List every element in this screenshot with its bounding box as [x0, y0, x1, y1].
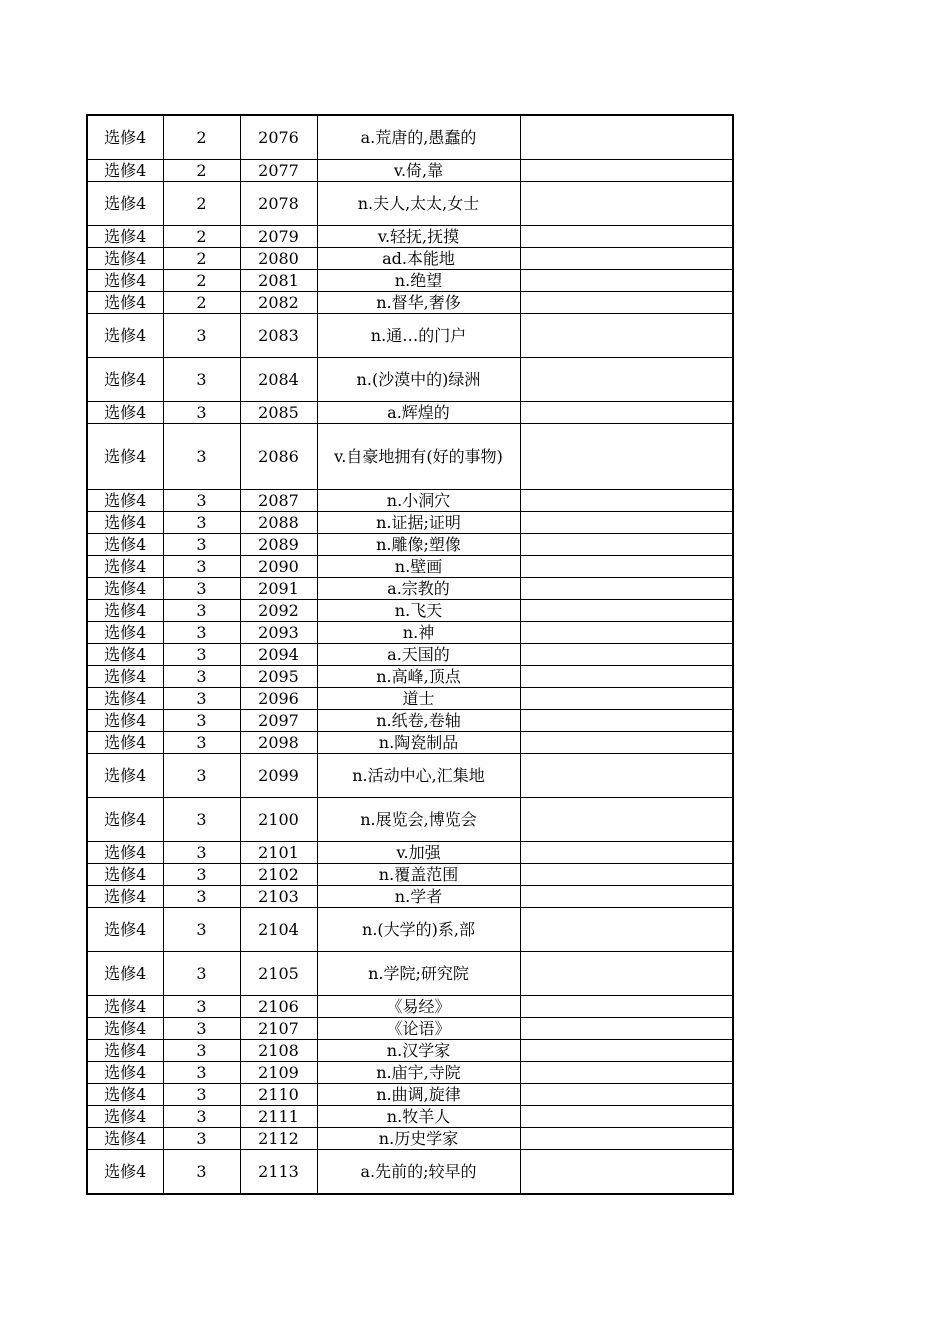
table-row: [87, 182, 733, 226]
unit-cell: 3: [163, 1150, 240, 1195]
word-number-cell: 2101: [240, 842, 317, 864]
table-row: [87, 952, 733, 996]
book-cell: 选修4: [87, 908, 163, 952]
word-number-cell: 2103: [240, 886, 317, 908]
unit-cell: 3: [163, 864, 240, 886]
table-row: [87, 402, 733, 424]
word-number-cell: 2100: [240, 798, 317, 842]
unit-cell: 3: [163, 1062, 240, 1084]
table-row: [87, 556, 733, 578]
meaning-cell: n.展览会,博览会: [317, 798, 520, 842]
table-row: [87, 1040, 733, 1062]
word-number-cell: 2097: [240, 710, 317, 732]
unit-cell: 3: [163, 534, 240, 556]
word-number-cell: 2096: [240, 688, 317, 710]
word-number-cell: 2094: [240, 644, 317, 666]
unit-cell: 2: [163, 160, 240, 182]
notes-cell: [520, 798, 733, 842]
book-cell: 选修4: [87, 842, 163, 864]
table-row: [87, 248, 733, 270]
book-cell: 选修4: [87, 600, 163, 622]
notes-cell: [520, 512, 733, 534]
word-number-cell: 2110: [240, 1084, 317, 1106]
word-number-cell: 2084: [240, 358, 317, 402]
word-number-cell: 2109: [240, 1062, 317, 1084]
word-number-cell: 2095: [240, 666, 317, 688]
meaning-cell: v.轻抚,抚摸: [317, 226, 520, 248]
table-row: [87, 270, 733, 292]
meaning-cell: n.牧羊人: [317, 1106, 520, 1128]
book-cell: 选修4: [87, 358, 163, 402]
unit-cell: 2: [163, 292, 240, 314]
notes-cell: [520, 490, 733, 512]
meaning-cell: a.天国的: [317, 644, 520, 666]
meaning-cell: v.加强: [317, 842, 520, 864]
unit-cell: 3: [163, 1106, 240, 1128]
table-row: [87, 798, 733, 842]
word-number-cell: 2079: [240, 226, 317, 248]
notes-cell: [520, 710, 733, 732]
book-cell: 选修4: [87, 292, 163, 314]
unit-cell: 2: [163, 248, 240, 270]
table-row: [87, 600, 733, 622]
book-cell: 选修4: [87, 754, 163, 798]
notes-cell: [520, 226, 733, 248]
unit-cell: 3: [163, 710, 240, 732]
unit-cell: 3: [163, 842, 240, 864]
book-cell: 选修4: [87, 798, 163, 842]
book-cell: 选修4: [87, 248, 163, 270]
notes-cell: [520, 666, 733, 688]
unit-cell: 3: [163, 578, 240, 600]
notes-cell: [520, 842, 733, 864]
notes-cell: [520, 952, 733, 996]
word-number-cell: 2099: [240, 754, 317, 798]
meaning-cell: a.宗教的: [317, 578, 520, 600]
meaning-cell: n.飞天: [317, 600, 520, 622]
table-row: [87, 842, 733, 864]
table-row: [87, 864, 733, 886]
word-number-cell: 2108: [240, 1040, 317, 1062]
meaning-cell: v.自豪地拥有(好的事物): [317, 424, 520, 490]
notes-cell: [520, 908, 733, 952]
notes-cell: [520, 160, 733, 182]
book-cell: 选修4: [87, 490, 163, 512]
meaning-cell: v.倚,靠: [317, 160, 520, 182]
unit-cell: 3: [163, 732, 240, 754]
book-cell: 选修4: [87, 226, 163, 248]
unit-cell: 3: [163, 1018, 240, 1040]
meaning-cell: a.荒唐的,愚蠢的: [317, 115, 520, 160]
unit-cell: 3: [163, 358, 240, 402]
book-cell: 选修4: [87, 424, 163, 490]
unit-cell: 3: [163, 798, 240, 842]
meaning-cell: n.学院;研究院: [317, 952, 520, 996]
table-row: [87, 1106, 733, 1128]
meaning-cell: 《论语》: [317, 1018, 520, 1040]
table-row: [87, 424, 733, 490]
notes-cell: [520, 732, 733, 754]
book-cell: 选修4: [87, 1084, 163, 1106]
word-number-cell: 2088: [240, 512, 317, 534]
meaning-cell: n.学者: [317, 886, 520, 908]
table-row: [87, 644, 733, 666]
word-number-cell: 2080: [240, 248, 317, 270]
meaning-cell: n.高峰,顶点: [317, 666, 520, 688]
meaning-cell: n.(大学的)系,部: [317, 908, 520, 952]
word-number-cell: 2091: [240, 578, 317, 600]
table-row: [87, 996, 733, 1018]
unit-cell: 3: [163, 1084, 240, 1106]
book-cell: 选修4: [87, 666, 163, 688]
meaning-cell: ad.本能地: [317, 248, 520, 270]
unit-cell: 3: [163, 556, 240, 578]
notes-cell: [520, 182, 733, 226]
table-row: [87, 1062, 733, 1084]
unit-cell: 3: [163, 622, 240, 644]
meaning-cell: n.雕像;塑像: [317, 534, 520, 556]
meaning-cell: 《易经》: [317, 996, 520, 1018]
word-number-cell: 2078: [240, 182, 317, 226]
book-cell: 选修4: [87, 1128, 163, 1150]
vocab-table-body: [87, 115, 733, 1194]
book-cell: 选修4: [87, 886, 163, 908]
meaning-cell: n.纸卷,卷轴: [317, 710, 520, 732]
notes-cell: [520, 1128, 733, 1150]
notes-cell: [520, 622, 733, 644]
table-row: [87, 512, 733, 534]
table-row: [87, 226, 733, 248]
book-cell: 选修4: [87, 512, 163, 534]
notes-cell: [520, 556, 733, 578]
meaning-cell: n.(沙漠中的)绿洲: [317, 358, 520, 402]
word-number-cell: 2098: [240, 732, 317, 754]
meaning-cell: n.覆盖范围: [317, 864, 520, 886]
notes-cell: [520, 1150, 733, 1195]
book-cell: 选修4: [87, 864, 163, 886]
notes-cell: [520, 1062, 733, 1084]
notes-cell: [520, 115, 733, 160]
unit-cell: 3: [163, 886, 240, 908]
book-cell: 选修4: [87, 270, 163, 292]
unit-cell: 3: [163, 754, 240, 798]
meaning-cell: n.夫人,太太,女士: [317, 182, 520, 226]
notes-cell: [520, 358, 733, 402]
meaning-cell: n.壁画: [317, 556, 520, 578]
table-row: [87, 732, 733, 754]
notes-cell: [520, 600, 733, 622]
word-number-cell: 2083: [240, 314, 317, 358]
book-cell: 选修4: [87, 1018, 163, 1040]
book-cell: 选修4: [87, 115, 163, 160]
table-row: [87, 688, 733, 710]
unit-cell: 2: [163, 226, 240, 248]
meaning-cell: n.曲调,旋律: [317, 1084, 520, 1106]
unit-cell: 3: [163, 314, 240, 358]
vocab-table: [86, 114, 734, 1195]
unit-cell: 2: [163, 270, 240, 292]
unit-cell: 3: [163, 512, 240, 534]
notes-cell: [520, 996, 733, 1018]
word-number-cell: 2077: [240, 160, 317, 182]
book-cell: 选修4: [87, 534, 163, 556]
word-number-cell: 2085: [240, 402, 317, 424]
notes-cell: [520, 402, 733, 424]
meaning-cell: a.先前的;较早的: [317, 1150, 520, 1195]
book-cell: 选修4: [87, 622, 163, 644]
book-cell: 选修4: [87, 732, 163, 754]
unit-cell: 3: [163, 952, 240, 996]
book-cell: 选修4: [87, 402, 163, 424]
unit-cell: 3: [163, 666, 240, 688]
table-row: [87, 160, 733, 182]
word-number-cell: 2113: [240, 1150, 317, 1195]
unit-cell: 3: [163, 644, 240, 666]
meaning-cell: n.历史学家: [317, 1128, 520, 1150]
book-cell: 选修4: [87, 644, 163, 666]
word-number-cell: 2105: [240, 952, 317, 996]
word-number-cell: 2082: [240, 292, 317, 314]
book-cell: 选修4: [87, 996, 163, 1018]
notes-cell: [520, 644, 733, 666]
word-number-cell: 2093: [240, 622, 317, 644]
table-row: [87, 490, 733, 512]
table-row: [87, 1084, 733, 1106]
unit-cell: 3: [163, 490, 240, 512]
meaning-cell: n.神: [317, 622, 520, 644]
word-number-cell: 2106: [240, 996, 317, 1018]
book-cell: 选修4: [87, 1150, 163, 1195]
notes-cell: [520, 864, 733, 886]
table-row: [87, 754, 733, 798]
unit-cell: 3: [163, 402, 240, 424]
word-number-cell: 2076: [240, 115, 317, 160]
table-row: [87, 292, 733, 314]
notes-cell: [520, 578, 733, 600]
notes-cell: [520, 754, 733, 798]
table-row: [87, 534, 733, 556]
word-number-cell: 2111: [240, 1106, 317, 1128]
meaning-cell: n.汉学家: [317, 1040, 520, 1062]
table-row: [87, 666, 733, 688]
meaning-cell: n.督华,奢侈: [317, 292, 520, 314]
word-number-cell: 2104: [240, 908, 317, 952]
book-cell: 选修4: [87, 160, 163, 182]
unit-cell: 3: [163, 908, 240, 952]
meaning-cell: n.陶瓷制品: [317, 732, 520, 754]
table-row: [87, 578, 733, 600]
meaning-cell: n.通…的门户: [317, 314, 520, 358]
meaning-cell: n.活动中心,汇集地: [317, 754, 520, 798]
unit-cell: 3: [163, 424, 240, 490]
word-number-cell: 2112: [240, 1128, 317, 1150]
notes-cell: [520, 1084, 733, 1106]
book-cell: 选修4: [87, 710, 163, 732]
notes-cell: [520, 314, 733, 358]
table-row: [87, 622, 733, 644]
notes-cell: [520, 886, 733, 908]
meaning-cell: a.辉煌的: [317, 402, 520, 424]
unit-cell: 3: [163, 1128, 240, 1150]
word-number-cell: 2086: [240, 424, 317, 490]
book-cell: 选修4: [87, 688, 163, 710]
notes-cell: [520, 292, 733, 314]
notes-cell: [520, 270, 733, 292]
notes-cell: [520, 248, 733, 270]
table-row: [87, 314, 733, 358]
unit-cell: 3: [163, 688, 240, 710]
table-row: [87, 908, 733, 952]
book-cell: 选修4: [87, 578, 163, 600]
word-number-cell: 2090: [240, 556, 317, 578]
notes-cell: [520, 424, 733, 490]
meaning-cell: n.证据;证明: [317, 512, 520, 534]
word-number-cell: 2089: [240, 534, 317, 556]
book-cell: 选修4: [87, 314, 163, 358]
table-row: [87, 710, 733, 732]
table-row: [87, 886, 733, 908]
notes-cell: [520, 534, 733, 556]
table-row: [87, 1128, 733, 1150]
table-row: [87, 1018, 733, 1040]
notes-cell: [520, 1018, 733, 1040]
word-number-cell: 2087: [240, 490, 317, 512]
book-cell: 选修4: [87, 182, 163, 226]
meaning-cell: n.绝望: [317, 270, 520, 292]
word-number-cell: 2102: [240, 864, 317, 886]
notes-cell: [520, 1106, 733, 1128]
table-row: [87, 1150, 733, 1195]
table-row: [87, 358, 733, 402]
word-number-cell: 2081: [240, 270, 317, 292]
meaning-cell: n.小洞穴: [317, 490, 520, 512]
unit-cell: 2: [163, 115, 240, 160]
book-cell: 选修4: [87, 1106, 163, 1128]
notes-cell: [520, 1040, 733, 1062]
book-cell: 选修4: [87, 556, 163, 578]
book-cell: 选修4: [87, 1040, 163, 1062]
meaning-cell: 道士: [317, 688, 520, 710]
unit-cell: 2: [163, 182, 240, 226]
unit-cell: 3: [163, 600, 240, 622]
notes-cell: [520, 688, 733, 710]
table-row: [87, 115, 733, 160]
unit-cell: 3: [163, 1040, 240, 1062]
book-cell: 选修4: [87, 1062, 163, 1084]
book-cell: 选修4: [87, 952, 163, 996]
unit-cell: 3: [163, 996, 240, 1018]
meaning-cell: n.庙宇,寺院: [317, 1062, 520, 1084]
word-number-cell: 2092: [240, 600, 317, 622]
word-number-cell: 2107: [240, 1018, 317, 1040]
